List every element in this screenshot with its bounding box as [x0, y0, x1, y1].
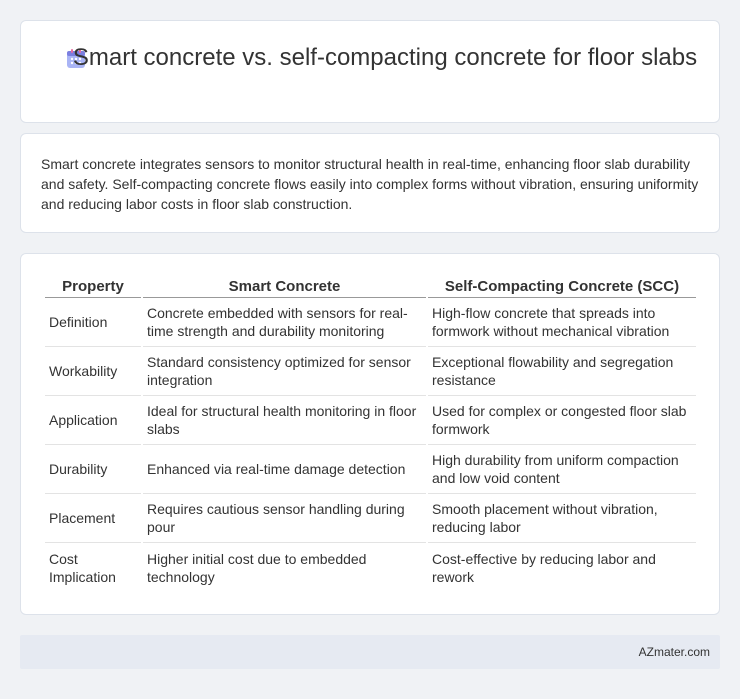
- footer-bar: [20, 635, 720, 669]
- row-scc: Smooth placement without vibration, reducing labor: [428, 494, 696, 543]
- table-row: [45, 298, 696, 347]
- summary-card: [20, 133, 720, 233]
- row-smart-concrete: Requires cautious sensor handling during pour: [143, 494, 426, 543]
- row-smart-concrete: Standard consistency optimized for sensor integration: [143, 347, 426, 396]
- header-property: Property: [45, 276, 141, 298]
- row-property: Workability: [45, 347, 141, 396]
- page-title: Smart concrete vs. self-compacting concrete for floor slabs: [72, 44, 698, 71]
- table-header-row: [45, 276, 696, 298]
- header-smart-concrete: Smart Concrete: [143, 276, 426, 298]
- row-property: Durability: [45, 445, 141, 494]
- table-row: [45, 396, 696, 445]
- footer-brand: AZmater.com: [638, 645, 710, 659]
- row-property: Definition: [45, 298, 141, 347]
- comparison-table: [43, 276, 698, 592]
- row-smart-concrete: Concrete embedded with sensors for real-time strength and durability monitoring: [143, 298, 426, 347]
- row-smart-concrete: Higher initial cost due to embedded technology: [147, 550, 367, 585]
- summary-text: Smart concrete integrates sensors to monitor structural health in real-time, enhancing floor slab durability and safety. Self-compacting concrete flows easily into complex forms without vibration, ensuring uniformity and reducing labor costs in floor slab construction.: [41, 156, 699, 212]
- row-scc: High-flow concrete that spreads into formwork without mechanical vibration: [428, 298, 696, 347]
- header-scc: Self-Compacting Concrete (SCC): [428, 276, 696, 298]
- row-smart-concrete: Enhanced via real-time damage detection: [143, 445, 426, 494]
- title-card: [20, 20, 720, 123]
- row-scc: Exceptional flowability and segregation resistance: [428, 347, 696, 396]
- table-row: [45, 543, 696, 592]
- table-row: [45, 494, 696, 543]
- row-smart-concrete: Ideal for structural health monitoring in floor slabs: [143, 396, 426, 445]
- row-scc: High durability from uniform compaction and low void content: [428, 445, 696, 494]
- row-property: Cost Implication: [49, 550, 116, 585]
- row-property: Application: [45, 396, 141, 445]
- table-row: [45, 445, 696, 494]
- row-scc: Used for complex or congested floor slab formwork: [428, 396, 696, 445]
- comparison-table-card: [20, 253, 720, 615]
- table-row: [45, 347, 696, 396]
- row-property: Placement: [45, 494, 141, 543]
- row-scc: Cost-effective by reducing labor and rework: [432, 550, 656, 585]
